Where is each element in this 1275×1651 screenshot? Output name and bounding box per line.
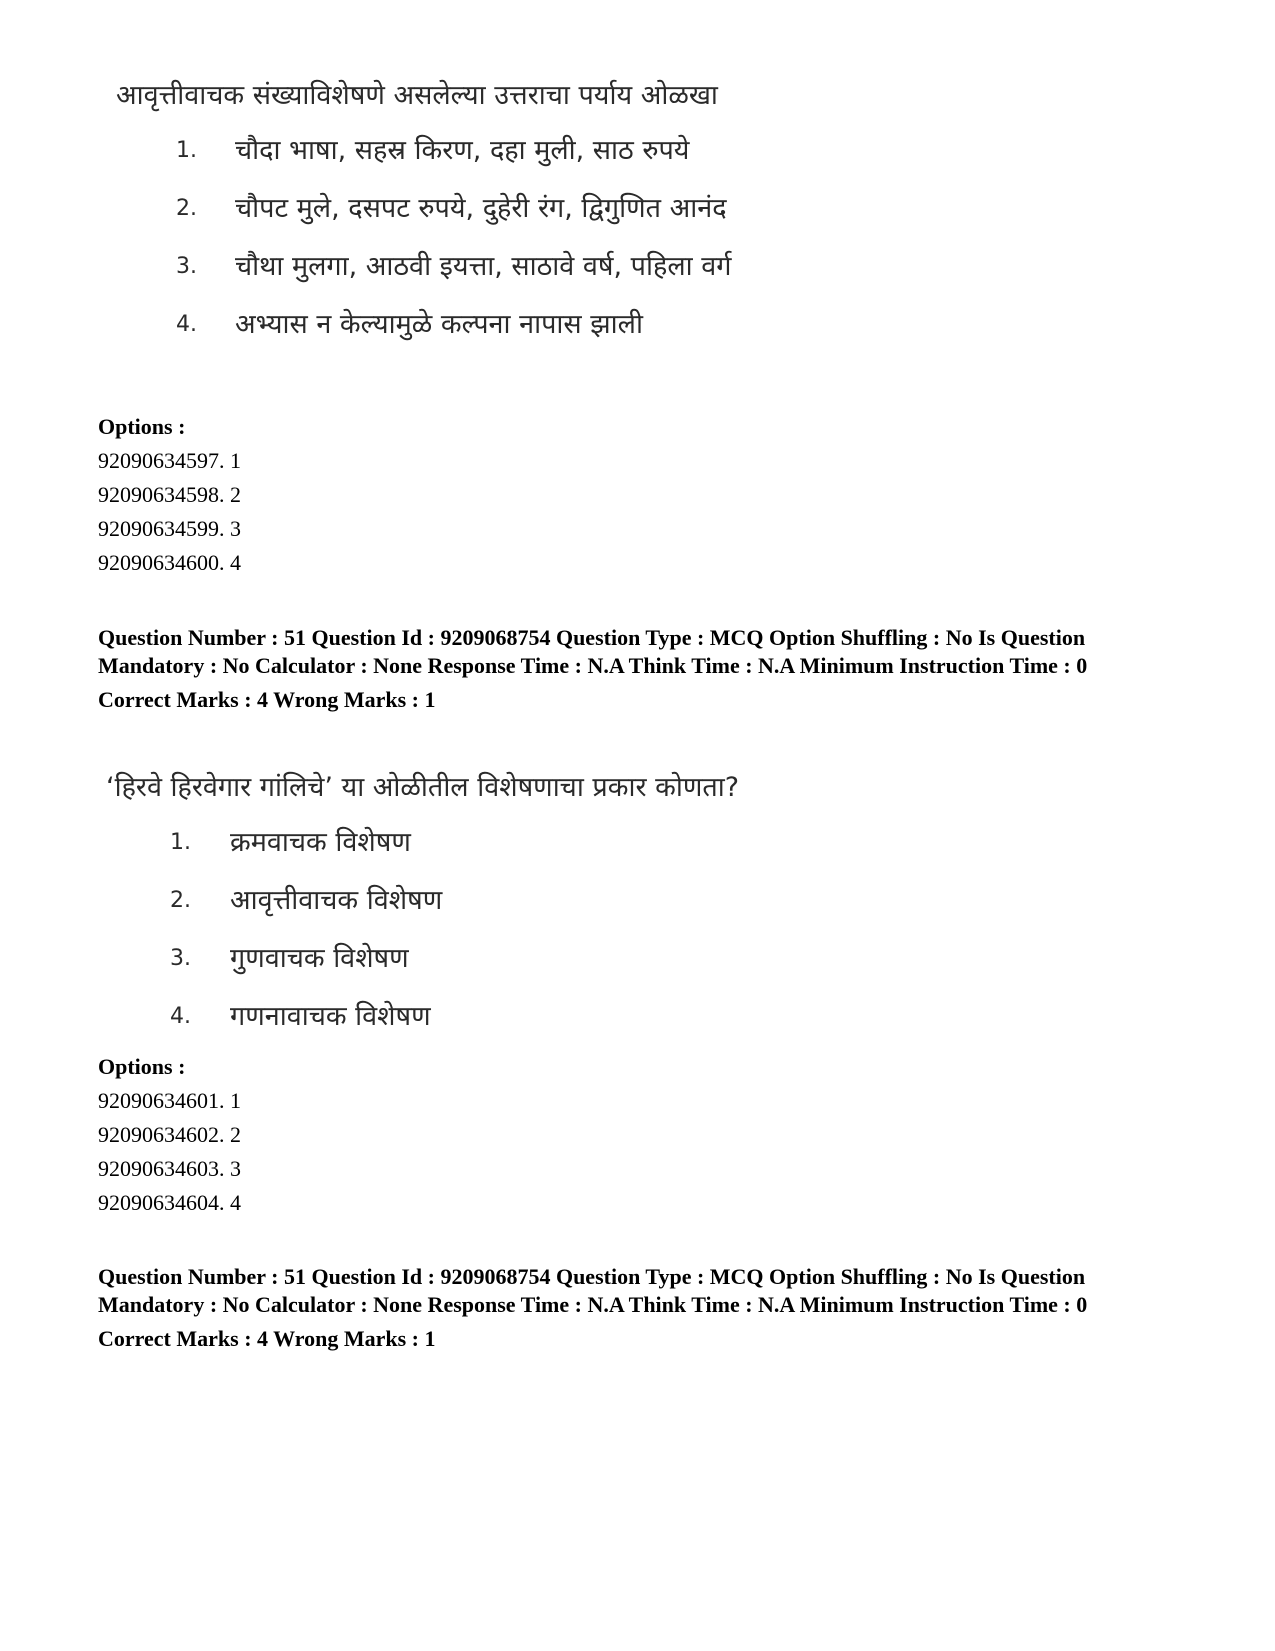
option-item: 92090634602. 2: [98, 1122, 241, 1147]
option-item: 92090634603. 3: [98, 1156, 241, 1181]
question-choice: [100, 122, 718, 180]
choice-text: चौपट मुले, दसपट रुपये, दुहेरी रंग, द्विगुणित आनंद: [235, 193, 727, 224]
choice-number: 1.: [170, 830, 191, 855]
question-stem: आवृत्तीवाचक संख्याविशेषणे असलेल्या उत्तराचा पर्याय ओळखा: [116, 80, 718, 111]
question-image-2: [100, 770, 739, 1046]
question-info: Question Number : 51 Question Id : 9209068754 Question Type : MCQ Option Shuffling : No Is Question Mandatory : No Calculator : None Response Time : N.A Think Time : N.A Minimum Instruction Time : 0: [98, 625, 1088, 678]
options-block: [98, 410, 1178, 580]
option-item: 92090634598. 2: [98, 482, 241, 507]
option-item: 92090634599. 3: [98, 516, 241, 541]
question-marks: Correct Marks : 4 Wrong Marks : 1: [98, 687, 436, 712]
choice-text: अभ्यास न केल्यामुळे कल्पना नापास झाली: [235, 309, 643, 340]
question-choice: [100, 180, 727, 238]
option-item: 92090634600. 4: [98, 550, 241, 575]
question-choice: [100, 930, 739, 988]
choice-number: 3.: [170, 946, 191, 971]
options-label: Options :: [98, 1054, 186, 1079]
choice-text: गुणवाचक विशेषण: [230, 943, 409, 974]
choice-number: 2.: [170, 888, 191, 913]
choice-number: 3.: [176, 254, 197, 279]
choice-number: 4.: [176, 312, 197, 337]
question-meta: [98, 1263, 1188, 1353]
question-image-1: [100, 78, 732, 354]
question-choice: [100, 814, 739, 872]
question-info: Question Number : 51 Question Id : 9209068754 Question Type : MCQ Option Shuffling : No Is Question Mandatory : No Calculator : None Response Time : N.A Think Time : N.A Minimum Instruction Time : 0: [98, 1264, 1088, 1317]
choice-number: 4.: [170, 1004, 191, 1029]
option-item: 92090634597. 1: [98, 448, 241, 473]
options-label: Options :: [98, 414, 186, 439]
question-choice: [100, 238, 732, 296]
question-choice: [100, 872, 739, 930]
choice-number: 2.: [176, 196, 197, 221]
question-stem: ‘हिरवे हिरवेगार गांलिचे’ या ओळीतील विशेषणाचा प्रकार कोणता?: [106, 772, 740, 803]
choice-text: क्रमवाचक विशेषण: [230, 827, 411, 858]
choice-text: चौथा मुलगा, आठवी इयत्ता, साठावे वर्ष, पहिला वर्ग: [235, 251, 732, 282]
option-item: 92090634604. 4: [98, 1190, 241, 1215]
question-meta: [98, 624, 1188, 714]
question-choice: [100, 988, 739, 1046]
choice-text: आवृत्तीवाचक विशेषण: [230, 885, 443, 916]
option-item: 92090634601. 1: [98, 1088, 241, 1113]
options-block: [98, 1050, 1178, 1220]
choice-number: 1.: [176, 138, 197, 163]
choice-text: चौदा भाषा, सहस्र किरण, दहा मुली, साठ रुपये: [235, 135, 690, 166]
question-marks: Correct Marks : 4 Wrong Marks : 1: [98, 1326, 436, 1351]
question-choice: [100, 296, 718, 354]
choice-text: गणनावाचक विशेषण: [230, 1001, 431, 1032]
